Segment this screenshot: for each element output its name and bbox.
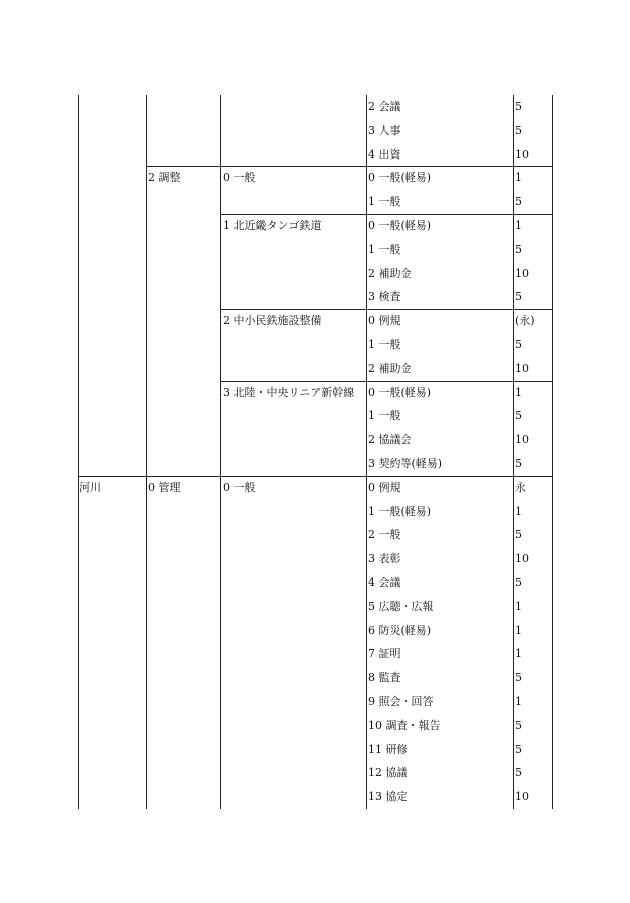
item-name: 4 会議	[368, 576, 401, 589]
item-name: 0 例規	[368, 314, 401, 327]
item-name: 7 証明	[368, 647, 401, 660]
retention-period: 5	[515, 766, 522, 779]
item-name: 1 一般	[368, 243, 401, 256]
retention-period: 1	[515, 695, 522, 708]
item-name: 13 協定	[368, 790, 408, 803]
item-name: 0 一般(軽易)	[368, 386, 432, 399]
retention-period: 5	[515, 719, 522, 732]
retention-period: 10	[515, 148, 529, 161]
retention-period: 5	[515, 409, 522, 422]
row-divider	[220, 309, 553, 310]
retention-period: 1	[515, 647, 522, 660]
retention-period: 5	[515, 576, 522, 589]
category-level2: 2 調整	[148, 171, 181, 184]
retention-period: 5	[515, 290, 522, 303]
row-divider	[78, 476, 553, 477]
item-name: 10 調査・報告	[368, 719, 441, 732]
retention-period: 1	[515, 171, 522, 184]
retention-period: 10	[515, 790, 529, 803]
retention-period: 1	[515, 219, 522, 232]
category-level3: 0 一般	[223, 171, 256, 184]
item-name: 12 協議	[368, 766, 408, 779]
item-name: 2 一般	[368, 528, 401, 541]
item-name: 1 一般	[368, 195, 401, 208]
column-divider	[146, 95, 147, 809]
retention-period: 5	[515, 528, 522, 541]
retention-period: 10	[515, 362, 529, 375]
column-divider	[552, 95, 553, 809]
category-level2: 0 管理	[148, 481, 181, 494]
item-name: 8 監査	[368, 671, 401, 684]
category-level3: 3 北陸・中央リニア新幹線	[223, 386, 355, 399]
item-name: 5 広聴・広報	[368, 600, 434, 613]
retention-period: 5	[515, 243, 522, 256]
retention-period: 1	[515, 624, 522, 637]
retention-period: 1	[515, 600, 522, 613]
column-divider	[78, 95, 79, 809]
row-divider	[220, 214, 553, 215]
item-name: 3 表彰	[368, 552, 401, 565]
item-name: 1 一般	[368, 338, 401, 351]
retention-period: 1	[515, 505, 522, 518]
item-name: 11 研修	[368, 743, 408, 756]
category-level3: 1 北近畿タンゴ鉄道	[223, 219, 322, 232]
item-name: 2 会議	[368, 100, 401, 113]
retention-period: 5	[515, 743, 522, 756]
item-name: 3 契約等(軽易)	[368, 457, 443, 470]
retention-period: 5	[515, 100, 522, 113]
item-name: 0 一般(軽易)	[368, 219, 432, 232]
item-name: 4 出資	[368, 148, 401, 161]
column-divider	[513, 95, 514, 809]
retention-period: 1	[515, 386, 522, 399]
retention-period: 5	[515, 338, 522, 351]
item-name: 6 防災(軽易)	[368, 624, 432, 637]
retention-period: 5	[515, 195, 522, 208]
item-name: 2 補助金	[368, 267, 412, 280]
retention-period: 5	[515, 671, 522, 684]
item-name: 3 検査	[368, 290, 401, 303]
row-divider	[220, 381, 553, 382]
item-name: 3 人事	[368, 124, 401, 137]
column-divider	[366, 95, 367, 809]
retention-period: 10	[515, 267, 529, 280]
item-name: 0 例規	[368, 481, 401, 494]
item-name: 0 一般(軽易)	[368, 171, 432, 184]
item-name: 1 一般(軽易)	[368, 505, 432, 518]
retention-period: 5	[515, 457, 522, 470]
category-level1: 河川	[79, 481, 101, 494]
category-level3: 0 一般	[223, 481, 256, 494]
retention-period: 永	[515, 481, 526, 494]
row-divider	[146, 166, 553, 167]
item-name: 1 一般	[368, 409, 401, 422]
retention-period: 10	[515, 552, 529, 565]
item-name: 9 照会・回答	[368, 695, 434, 708]
retention-period: (永)	[515, 314, 535, 327]
retention-period: 5	[515, 124, 522, 137]
item-name: 2 補助金	[368, 362, 412, 375]
item-name: 2 協議会	[368, 433, 412, 446]
retention-period: 10	[515, 433, 529, 446]
column-divider	[220, 95, 221, 809]
category-level3: 2 中小民鉄施設整備	[223, 314, 322, 327]
